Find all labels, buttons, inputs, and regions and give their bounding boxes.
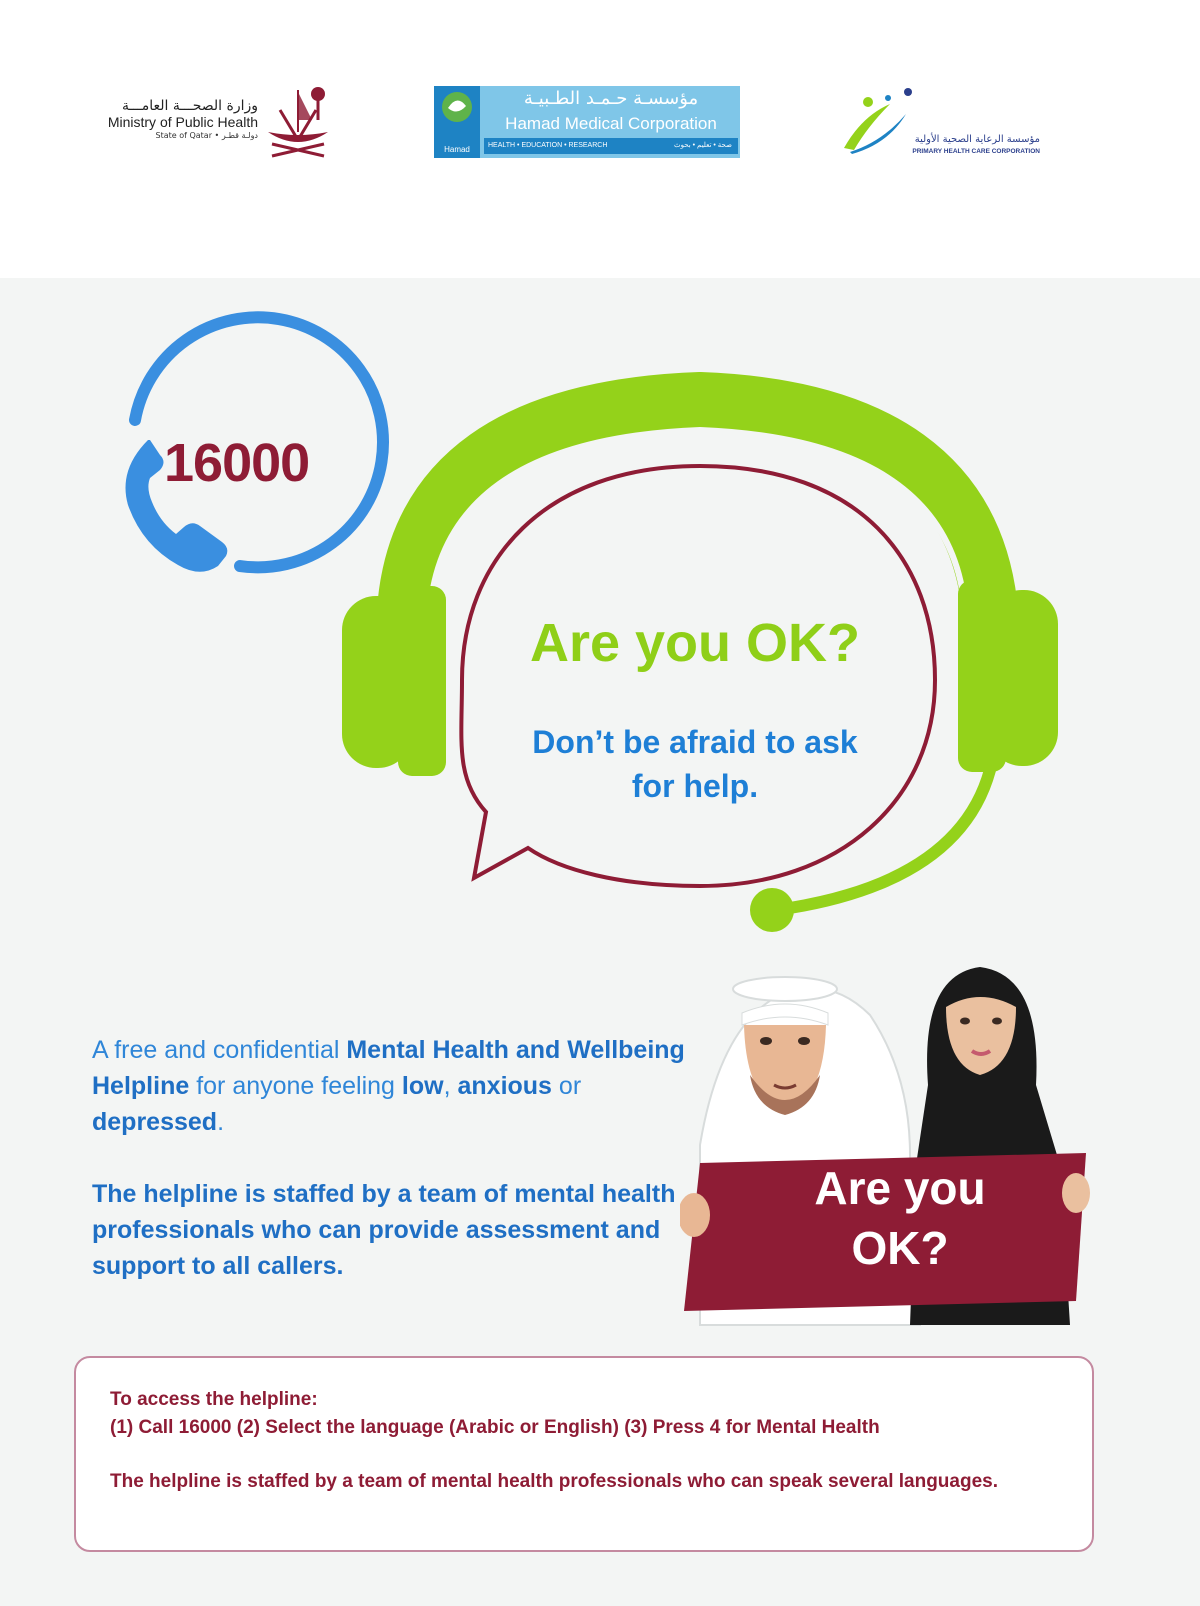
intro-keyword-anxious: anxious [457, 1072, 552, 1100]
phcc-figure-icon [842, 86, 932, 156]
intro-text: for anyone feeling [189, 1072, 402, 1100]
moph-english-name: Ministry of Public Health [107, 114, 258, 130]
qatar-emblem-icon [258, 80, 338, 160]
ask-for-help-line-1: Don’t be afraid to ask [532, 724, 858, 760]
hmc-tagline-strip [484, 138, 738, 154]
intro-text: . [217, 1108, 225, 1136]
phcc-arabic-name: مؤسسة الرعاية الصحية الأولية [914, 134, 1040, 145]
moph-arabic-name: وزارة الصحـــة العامـــة [121, 98, 258, 114]
intro-helpline-name: Mental Health and Wellbeing Helpline [92, 1036, 685, 1100]
moph-subtitle: State of Qatar • دولـة قطـر [155, 131, 258, 140]
access-steps: (1) Call 16000 (2) Select the language (Arabic or English) (3) Press 4 for Mental Health [110, 1417, 880, 1438]
intro-text: A free and confidential [92, 1036, 347, 1064]
hmc-english-name: Hamad Medical Corporation [505, 114, 717, 133]
hmc-tagline-ar: صحة • تعليم • بحوث [674, 142, 732, 149]
helpline-description [92, 1032, 692, 1140]
moph-logo [88, 80, 338, 170]
ask-for-help-line-2: for help. [631, 768, 759, 804]
phcc-logo [842, 86, 1042, 166]
phcc-english-name: PRIMARY HEALTH CARE CORPORATION [912, 148, 1040, 155]
sign-text [710, 1158, 1090, 1278]
hmc-logo [434, 86, 740, 158]
access-instructions-box [74, 1356, 1094, 1552]
intro-keyword-low: low [401, 1072, 444, 1100]
hmc-tagline-en: HEALTH • EDUCATION • RESEARCH [488, 142, 608, 149]
access-title: To access the helpline: [110, 1389, 318, 1410]
headline: Are you OK? [529, 613, 861, 673]
hmc-badge [434, 86, 480, 158]
staff-description: The helpline is staffed by a team of mental health professionals who can provide assessment and support to all callers. [92, 1180, 676, 1280]
intro-keyword-depressed: depressed [92, 1108, 218, 1136]
intro-text: , [443, 1072, 458, 1100]
hmc-arabic-name: مؤسسـة حـمـد الطـبيـة [523, 88, 699, 109]
helpline-number: 16000 [164, 433, 310, 493]
ask-for-help-text [495, 720, 895, 808]
logo-header [0, 0, 1200, 278]
speech-bubble [461, 466, 935, 886]
access-languages-note: The helpline is staffed by a team of mental health professionals who can speak several languages. [110, 1471, 998, 1492]
intro-text: or [551, 1072, 582, 1100]
hmc-leaf-icon [434, 86, 480, 132]
hmc-badge-label: Hamad [444, 145, 470, 154]
headset-mic-icon [750, 888, 794, 932]
sign-line-2: OK? [851, 1222, 949, 1274]
sign-line-1: Are you [814, 1162, 986, 1214]
